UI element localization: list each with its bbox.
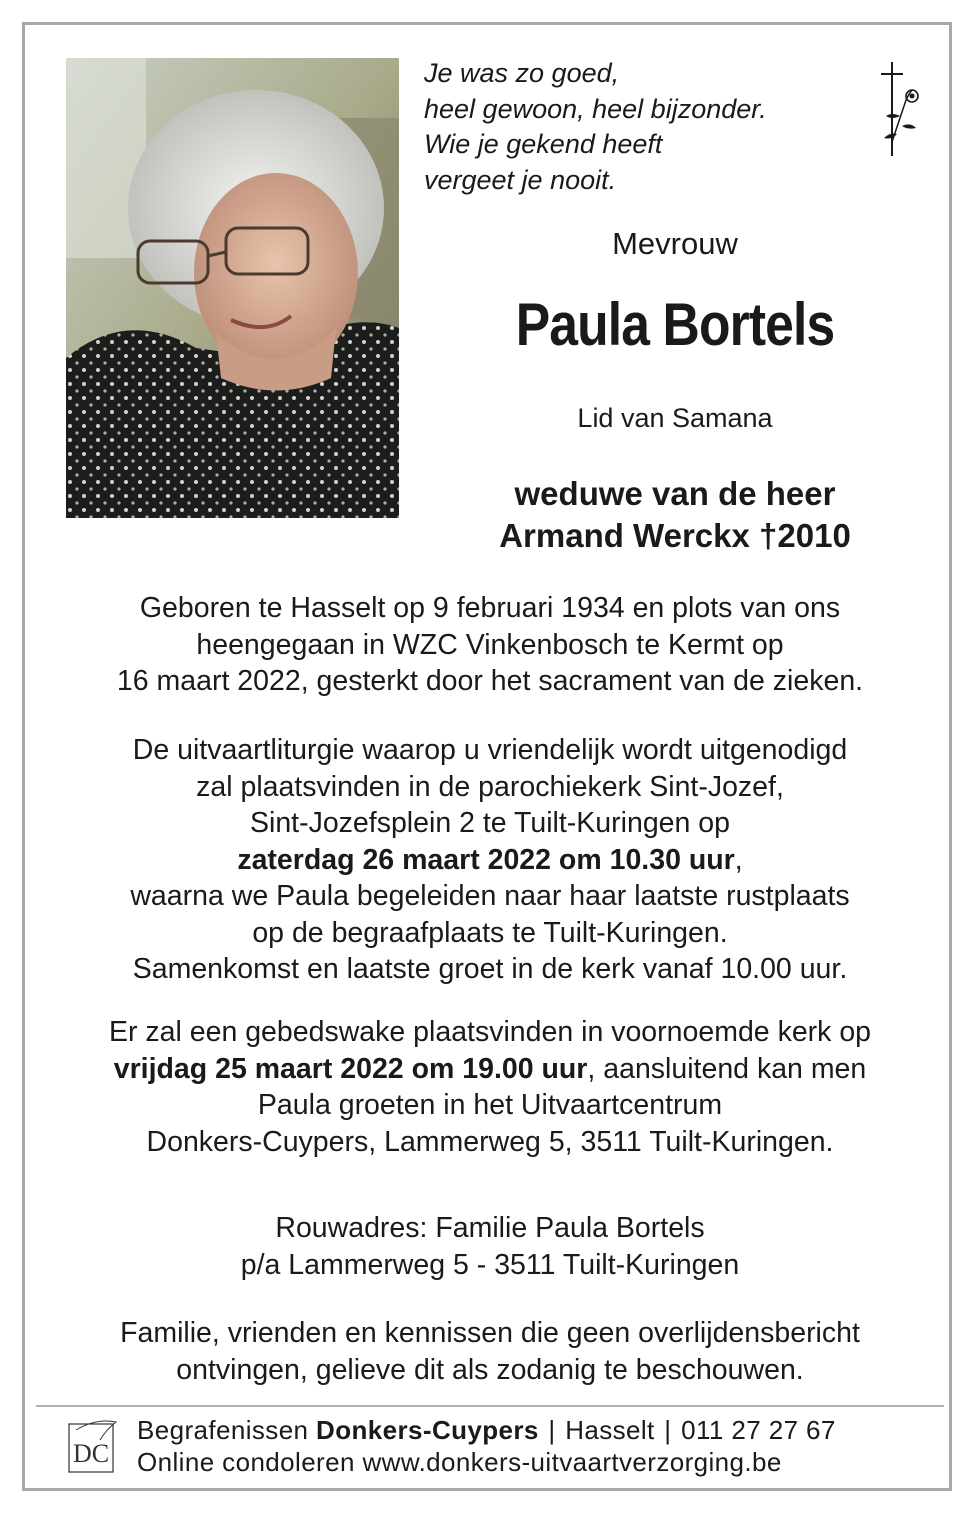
poem-line: vergeet je nooit. — [424, 164, 617, 195]
company-phone[interactable]: 011 27 27 67 — [681, 1415, 836, 1445]
poem-line: Wie je gekend heeft — [424, 129, 663, 159]
online-label: Online condoleren — [137, 1447, 363, 1477]
text-line: Samenkomst en laatste groet in de kerk vanaf 10.00 uur. — [132, 953, 848, 985]
spouse-info — [440, 473, 910, 557]
text-line: 16 maart 2022, gesterkt door het sacrament van de zieken. — [116, 665, 864, 697]
text-line: Familie, vrienden en kennissen die geen overlijdensbericht — [120, 1317, 860, 1349]
footer-contact — [137, 1414, 836, 1478]
notice-paragraph — [30, 1315, 950, 1388]
funeral-date-line — [30, 842, 950, 879]
text-line: op de begraafplaats te Tuilt-Kuringen. — [252, 916, 728, 949]
widow-line: weduwe van de heer — [514, 475, 836, 512]
text-line: Er zal een gebedswake plaatsvinden in voornoemde kerk op — [108, 1016, 872, 1048]
funeral-paragraph — [30, 732, 950, 988]
footer-line-company: Begrafenissen Donkers-Cuypers | Hasselt | 011 27 27 67 — [137, 1415, 836, 1445]
poem-line: heel gewoon, heel bijzonder. — [424, 93, 767, 124]
vigil-date-line — [30, 1051, 950, 1088]
memorial-poem — [424, 56, 854, 198]
vigil-date-suffix: , aansluitend kan men — [587, 1052, 867, 1085]
footer-divider — [36, 1405, 944, 1407]
footer-prefix: Begrafenissen — [137, 1415, 317, 1445]
footer-line-online — [137, 1446, 836, 1478]
funeral-date-suffix: , — [734, 843, 743, 876]
spouse-name: Armand Werckx †2010 — [499, 517, 851, 554]
poem-line: Je was zo goed, — [424, 58, 620, 88]
honorific-title: Mevrouw — [612, 226, 738, 261]
deceased-name: Paula Bortels — [515, 291, 835, 358]
svg-text:DC: DC — [72, 1439, 110, 1468]
text-line: heengegaan in WZC Vinkenbosch te Kermt op — [196, 628, 784, 661]
text-line: p/a Lammerweg 5 - 3511 Tuilt-Kuringen — [240, 1248, 740, 1281]
birth-death-paragraph — [30, 590, 950, 700]
membership-text: Lid van Samana — [577, 403, 773, 433]
text-line: zal plaatsvinden in de parochiekerk Sint-Jozef, — [196, 770, 784, 803]
vigil-date: vrijdag 25 maart 2022 om 19.00 uur — [113, 1052, 588, 1085]
portrait-photo — [66, 58, 399, 518]
text-line: De uitvaartliturgie waarop u vriendelijk wordt uitgenodigd — [132, 734, 848, 766]
funeral-date: zaterdag 26 maart 2022 om 10.30 uur — [237, 843, 735, 876]
company-name: Donkers-Cuypers — [316, 1415, 539, 1445]
text-line: Rouwadres: Familie Paula Bortels — [275, 1212, 705, 1244]
mourning-address — [30, 1210, 950, 1283]
cross-flower-icon — [872, 60, 922, 158]
text-line: Geboren te Hasselt op 9 februari 1934 en plots van ons — [139, 592, 841, 624]
funeral-home-logo — [66, 1418, 118, 1476]
text-line: Paula groeten in het Uitvaartcentrum — [257, 1089, 723, 1121]
website-link[interactable]: www.donkers-uitvaartverzorging.be — [362, 1447, 782, 1477]
text-line: waarna we Paula begeleiden naar haar laatste rustplaats — [130, 880, 850, 912]
company-city: Hasselt — [565, 1415, 655, 1445]
text-line: ontvingen, gelieve dit als zodanig te beschouwen. — [176, 1353, 804, 1386]
vigil-paragraph — [30, 1014, 950, 1160]
text-line: Donkers-Cuypers, Lammerweg 5, 3511 Tuilt-Kuringen. — [146, 1125, 834, 1158]
text-line: Sint-Jozefsplein 2 te Tuilt-Kuringen op — [249, 807, 731, 839]
